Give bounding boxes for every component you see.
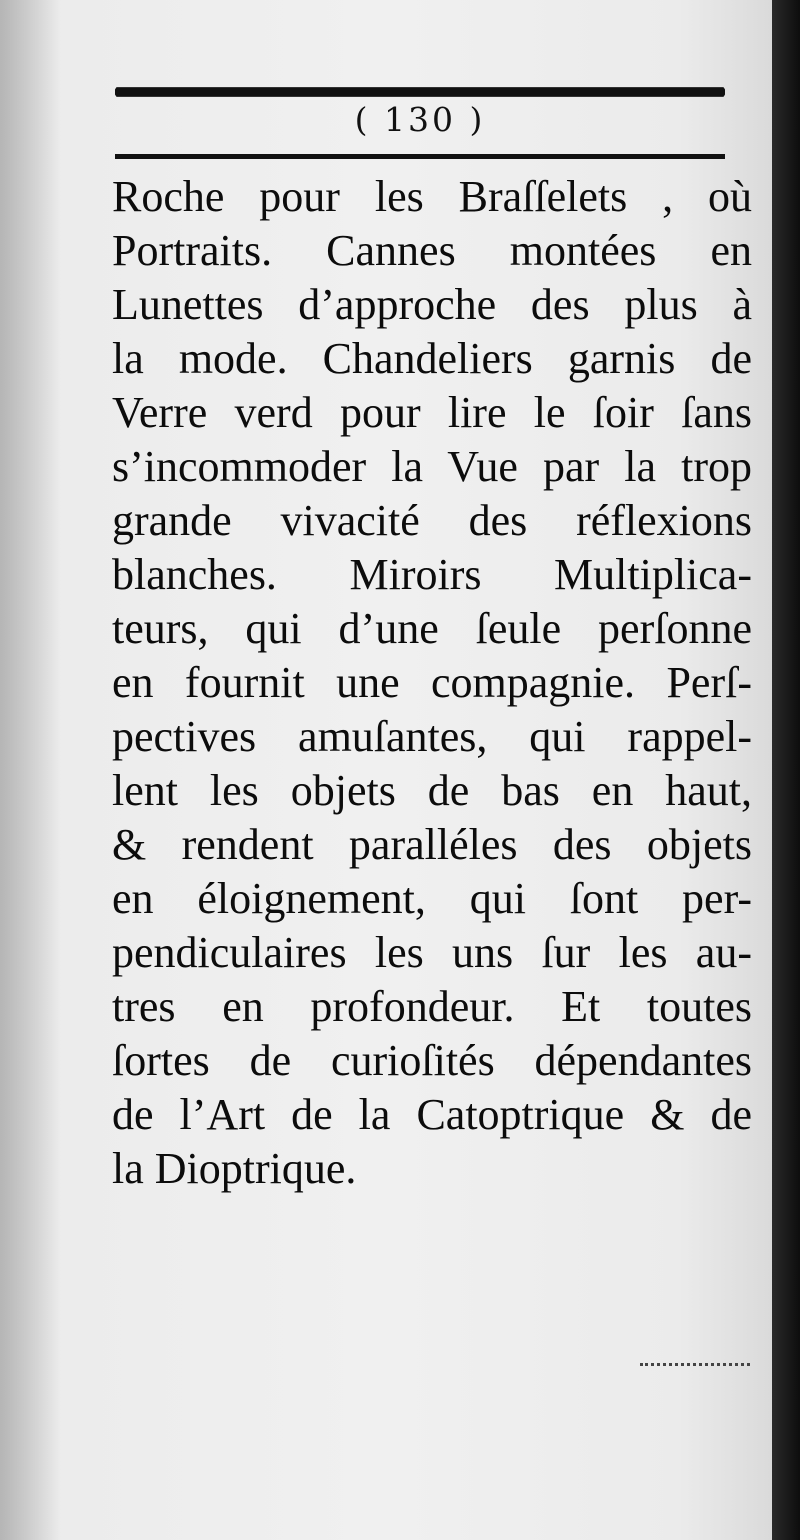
binding-shadow <box>0 0 60 1540</box>
text-line: Roche pour les Braſſelets , où <box>112 172 752 221</box>
text-line: ſortes de curioſités dépendantes <box>112 1036 752 1085</box>
text-line: teurs, qui d’une ſeule perſonne <box>112 604 752 653</box>
text-line: pectives amuſantes, qui rappel- <box>112 712 752 761</box>
text-line: tres en profondeur. Et toutes <box>112 982 752 1031</box>
text-line: s’incommoder la Vue par la trop <box>112 442 752 491</box>
text-line: la mode. Chandeliers garnis de <box>112 334 752 383</box>
text-line: blanches. Miroirs Multiplica- <box>112 550 752 599</box>
text-line: & rendent paralléles des objets <box>112 820 752 869</box>
text-line: de l’Art de la Catoptrique & de <box>112 1090 752 1139</box>
text-line: Portraits. Cannes montées en <box>112 226 752 275</box>
page-edge <box>772 0 800 1540</box>
text-line: pendiculaires les uns ſur les au- <box>112 928 752 977</box>
text-line: la Dioptrique. <box>112 1144 357 1193</box>
header-rule-bottom <box>115 154 725 159</box>
page-number: ( 130 ) <box>354 100 486 139</box>
text-line: lent les objets de bas en haut, <box>112 766 752 815</box>
dotted-mark <box>640 1360 750 1366</box>
text-line: en fournit une compagnie. Perſ- <box>112 658 752 707</box>
text-line: Lunettes d’approche des plus à <box>112 280 752 329</box>
text-line: en éloignement, qui ſont per- <box>112 874 752 923</box>
body-text <box>112 170 752 1196</box>
text-line: Verre verd pour lire le ſoir ſans <box>112 388 752 437</box>
header-rule-top <box>115 88 725 96</box>
text-line: grande vivacité des réflexions <box>112 496 752 545</box>
